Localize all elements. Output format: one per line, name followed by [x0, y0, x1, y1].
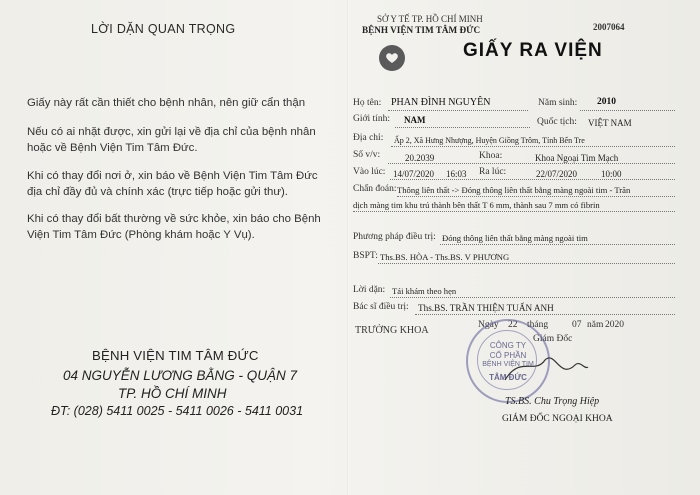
- admission-label: Vào lúc:: [353, 167, 386, 177]
- diagnosis-line-2: dịch màng tim khu trú thành bên thất T 6 mm, thành sau 7 mm có fibrin: [353, 200, 600, 210]
- document-code: 2007064: [593, 22, 625, 32]
- treatment-line: [440, 244, 675, 245]
- name-line: [388, 110, 528, 111]
- admission-time: 16:03: [446, 169, 467, 179]
- important-notice-heading: LỜI DẶN QUAN TRỌNG: [91, 22, 236, 36]
- sign-date-month-label: tháng: [527, 320, 549, 330]
- address-value: Ấp 2, Xã Hưng Nhượng, Huyện Giồng Trôm, Tỉnh Bến Tre: [394, 136, 585, 145]
- notice-paragraph-3: Khi có thay đổi nơi ở, xin báo về Bệnh Viện Tim Tâm Đức địa chỉ đầy đủ và chính xác (trực tiếp hoặc gửi thư).: [27, 170, 318, 198]
- doctor-line: [415, 314, 675, 315]
- hospital-phone: ĐT: (028) 5411 0025 - 5411 0026 - 5411 0031: [51, 404, 304, 418]
- sex-line: [395, 127, 530, 128]
- nationality-label: Quốc tịch:: [537, 117, 577, 127]
- sign-date-year: 2020: [605, 320, 624, 330]
- director-signature: [500, 345, 590, 390]
- record-number-label: Số v/v:: [353, 150, 381, 160]
- birth-year-value: 2010: [597, 97, 616, 107]
- hospital-city: TP. HỒ CHÍ MINH: [118, 386, 227, 401]
- record-number-value: 20.2039: [405, 153, 435, 163]
- sign-date-prefix: Ngày: [478, 320, 499, 330]
- discharge-label: Ra lúc:: [479, 167, 507, 177]
- birth-year-label: Năm sinh:: [538, 98, 578, 108]
- sex-label: Giới tính:: [353, 114, 390, 124]
- department-value: Khoa Ngoại Tim Mạch: [535, 153, 619, 163]
- doctor-value: Ths.BS. TRẦN THIỆN TUẤN ANH: [418, 303, 554, 313]
- address-line: [391, 146, 675, 147]
- notice-paragraph-2: Nếu có ai nhặt được, xin gửi lại về địa chỉ của bệnh nhân hoặc về Bệnh Viện Tim Tâm Đức.: [27, 126, 316, 154]
- name-label: Họ tên:: [353, 98, 382, 108]
- sign-date-month: 07: [572, 320, 582, 330]
- birth-line: [580, 110, 675, 111]
- notice-paragraph-4: Khi có thay đổi bất thường về sức khỏe, xin báo cho Bệnh Viện Tim Tâm Đức (Phòng khám hoặc Y Vụ).: [27, 213, 321, 241]
- stamp-text-2: CỔ PHẦN: [489, 351, 527, 360]
- ministry-label: SỞ Y TẾ TP. HỒ CHÍ MINH: [377, 14, 483, 24]
- diagnosis-line-b: [353, 211, 675, 212]
- advice-value: Tái khám theo hẹn: [392, 286, 457, 296]
- treatment-label: Phương pháp điều trị:: [353, 232, 436, 242]
- discharge-date: 22/07/2020: [536, 169, 578, 179]
- bspt-label: BSPT:: [353, 251, 378, 261]
- advice-line: [390, 297, 675, 298]
- hospital-name: BỆNH VIỆN TIM TÂM ĐỨC: [92, 348, 259, 363]
- record-line: [388, 163, 675, 164]
- nationality-value: VIỆT NAM: [588, 118, 632, 128]
- signer-title: GIÁM ĐỐC NGOẠI KHOA: [502, 414, 613, 424]
- sign-date-day: 22: [508, 320, 518, 330]
- name-value: PHAN ĐÌNH NGUYÊN: [391, 97, 491, 108]
- dates-line: [390, 179, 675, 180]
- heart-logo-icon: [379, 45, 405, 71]
- diagnosis-label: Chẩn đoán:: [353, 184, 397, 194]
- signer-name: TS.BS. Chu Trọng Hiệp: [505, 396, 600, 407]
- head-of-department: TRƯỞNG KHOA: [355, 325, 429, 336]
- sign-date-year-label: năm: [587, 320, 604, 330]
- discharge-time: 10:00: [601, 169, 622, 179]
- director-title: Giám Đốc: [533, 334, 573, 344]
- stamp-text-1: CÔNG TY: [489, 341, 527, 350]
- sex-value: NAM: [404, 115, 426, 125]
- stamp-text-4: TÂM ĐỨC: [489, 373, 527, 382]
- doctor-label: Bác sĩ điều trị:: [353, 302, 409, 312]
- bspt-value: Ths.BS. HÒA - Ths.BS. V PHƯƠNG: [380, 252, 510, 262]
- advice-label: Lời dặn:: [353, 285, 386, 295]
- diagnosis-line-1: Thông liên thất -> Đóng thông liên thất bằng màng ngoài tim - Trăn: [397, 185, 631, 195]
- admission-date: 14/07/2020: [393, 169, 435, 179]
- stamp-text-3: BỆNH VIỆN TIM: [482, 361, 534, 368]
- document-title: GIẤY RA VIỆN: [463, 40, 603, 61]
- hospital-address: 04 NGUYỄN LƯƠNG BẰNG - QUẬN 7: [63, 368, 297, 383]
- hospital-header: BỆNH VIỆN TIM TÂM ĐỨC: [362, 25, 481, 35]
- diagnosis-line-a: [397, 196, 675, 197]
- treatment-value: Đóng thông liên thất bằng màng ngoài tim: [442, 233, 588, 243]
- department-label: Khoa:: [479, 151, 503, 161]
- page-fold: [347, 0, 349, 495]
- address-label: Địa chỉ:: [353, 133, 384, 143]
- bspt-line: [378, 263, 675, 264]
- notice-paragraph-1: Giấy này rất cần thiết cho bệnh nhân, nên giữ cẩn thận: [27, 97, 306, 109]
